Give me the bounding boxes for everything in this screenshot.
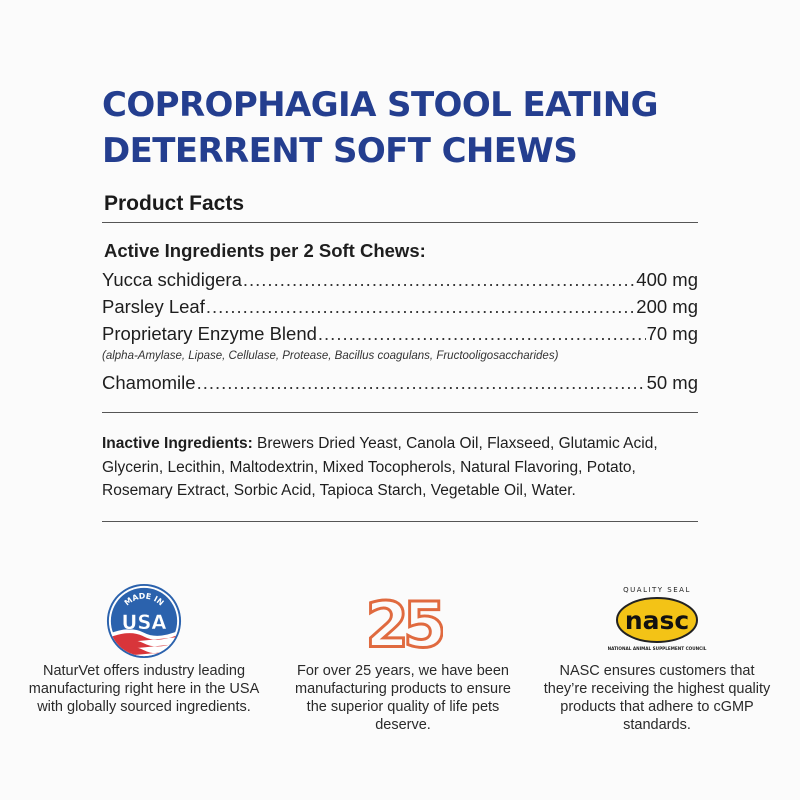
feature-nasc-seal — [537, 582, 777, 734]
years-feature-text: For over 25 years, we have been manufacturing products to ensure the superior quality of life pets deserve. — [294, 663, 511, 733]
ingredient-row — [102, 369, 698, 396]
ingredient-name: Yucca schidigera — [102, 269, 242, 290]
ingredient-name: Proprietary Enzyme Blend — [102, 323, 317, 344]
nasc-feature-text: NASC ensures customers that they’re receiving the highest quality products that adhere to cGMP standards. — [543, 663, 771, 733]
made-in-usa-badge-icon — [104, 582, 184, 660]
nasc-seal-top-text: QUALITY SEAL — [623, 586, 691, 594]
product-title-line-1: COPROPHAGIA STOOL EATING — [102, 85, 658, 125]
ingredient-row — [102, 293, 698, 320]
ingredient-name: Parsley Leaf — [102, 296, 205, 317]
25-years-badge-icon — [363, 582, 443, 660]
product-title-line-2: DETERRENT SOFT CHEWS — [102, 131, 578, 171]
nasc-seal-bottom-text: NATIONAL ANIMAL SUPPLEMENT COUNCIL — [607, 646, 707, 651]
divider-top — [102, 222, 698, 223]
usa-badge-top-text: MADE IN — [122, 591, 166, 608]
inactive-ingredients-label: Inactive Ingredients: — [102, 435, 253, 452]
active-ingredients-list — [102, 266, 698, 396]
leader-dots — [197, 369, 646, 396]
feature-made-in-usa — [24, 582, 264, 716]
nasc-quality-seal-icon — [607, 582, 707, 660]
ingredient-row — [102, 320, 698, 347]
ingredient-amount: 50 mg — [646, 372, 698, 393]
usa-badge-main-text: USA — [121, 610, 167, 634]
divider-bottom — [102, 521, 698, 522]
nasc-seal-main-text: nasc — [624, 606, 690, 635]
inactive-ingredients-text: Brewers Dried Yeast, Canola Oil, Flaxseed, Glutamic Acid, Glycerin, Lecithin, Maltodextrin, Mixed Tocopherols, Natural Flavoring, Potato, Rosemary Extract, Sorbic Acid, Tapioca Starch, Vegetable Oil, Water. — [102, 435, 658, 499]
ingredient-amount: 70 mg — [646, 323, 698, 344]
inactive-ingredients — [102, 432, 700, 503]
years-badge-number: 25 — [365, 588, 441, 660]
ingredient-amount: 400 mg — [636, 269, 698, 290]
product-facts-heading: Product Facts — [104, 192, 245, 215]
active-ingredients-heading: Active Ingredients per 2 Soft Chews: — [104, 240, 426, 261]
ingredient-row — [102, 266, 698, 293]
product-title — [102, 82, 742, 174]
ingredient-amount: 200 mg — [636, 296, 698, 317]
ingredient-name: Chamomile — [102, 372, 196, 393]
leader-dots — [206, 293, 635, 320]
enzyme-blend-note: (alpha-Amylase, Lipase, Cellulase, Protease, Bacillus coagulans, Fructooligosaccharides) — [102, 350, 559, 362]
leader-dots — [318, 320, 646, 347]
feature-25-years — [283, 582, 523, 734]
leader-dots — [243, 266, 635, 293]
usa-feature-text: NaturVet offers industry leading manufacturing right here in the USA with globally sourced ingredients. — [28, 663, 260, 715]
divider-middle — [102, 412, 698, 413]
